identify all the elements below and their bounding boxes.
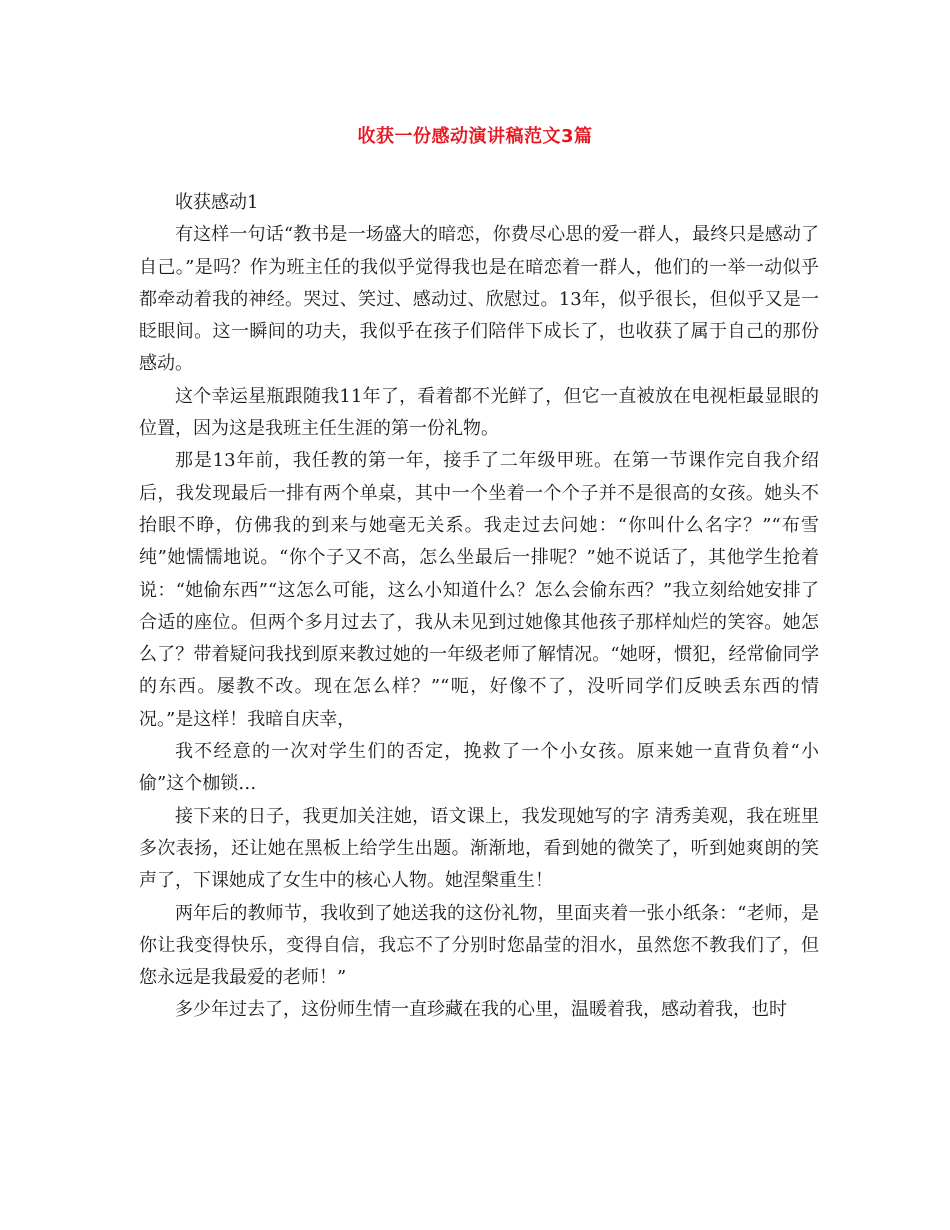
- paragraph: 多少年过去了，这份师生情一直珍藏在我的心里，温暖着我，感动着我，也时: [175, 999, 787, 1021]
- paragraph: 我不经意的一次对学生们的否定，挽救了一个小女孩。原来她一直背负着“小偷”这个枷锁…: [139, 741, 819, 795]
- paragraph: 有这样一句话“教书是一场盛大的暗恋，你费尽心思的爱一群人，最终只是感动了自己。”是吗？作为班主任的我似乎觉得我也是在暗恋着一群人，他们的一举一动似乎都牵动着我的神经。哭过、笑过、感动过、欣慰过。13年，似乎很长，但似乎又是一眨眼间。这一瞬间的功夫，我似乎在孩子们陪伴下成长了，也收获了属于自己的那份感动。: [139, 224, 819, 375]
- paragraph: 接下来的日子，我更加关注她，语文课上，我发现她写的字 清秀美观，我在班里多次表扬，还让她在黑板上给学生出题。渐渐地，看到她的微笑了，听到她爽朗的笑声了，下课她成了女生中的核心人物。她涅槃重生！: [139, 805, 819, 892]
- document-body: [139, 187, 819, 1027]
- paragraph: 那是13年前，我任教的第一年，接手了二年级甲班。在第一节课作完自我介绍后，我发现最后一排有两个单桌，其中一个坐着一个个子并不是很高的女孩。她头不抬眼不睁，仿佛我的到来与她毫无关系。我走过去问她：“你叫什么名字？”“布雪纯”她懦懦地说。“你个子又不高，怎么坐最后一排呢？”她不说话了，其他学生抢着说：“她偷东西”“这怎么可能，这么小知道什么？怎么会偷东西？”我立刻给她安排了合适的座位。但两个多月过去了，我从未见到过她像其他孩子那样灿烂的笑容。她怎么了？带着疑问我找到原来教过她的一年级老师了解情况。“她呀，惯犯，经常偷同学的东西。屡教不改。现在怎么样？”“呃，好像不了，没听同学们反映丢东西的情况。”是这样！我暗自庆幸，: [139, 450, 819, 730]
- section-heading: 收获感动1: [175, 192, 259, 213]
- paragraph: 这个幸运星瓶跟随我11年了，看着都不光鲜了，但它一直被放在电视柜最显眼的位置，因为这是我班主任生涯的第一份礼物。: [139, 385, 819, 440]
- paragraph: 两年后的教师节，我收到了她送我的这份礼物，里面夹着一张小纸条：“老师，是你让我变得快乐，变得自信，我忘不了分别时您晶莹的泪水，虽然您不教我们了，但您永远是我最爱的老师！”: [139, 902, 819, 989]
- document-title: 收获一份感动演讲稿范文3篇: [357, 126, 593, 147]
